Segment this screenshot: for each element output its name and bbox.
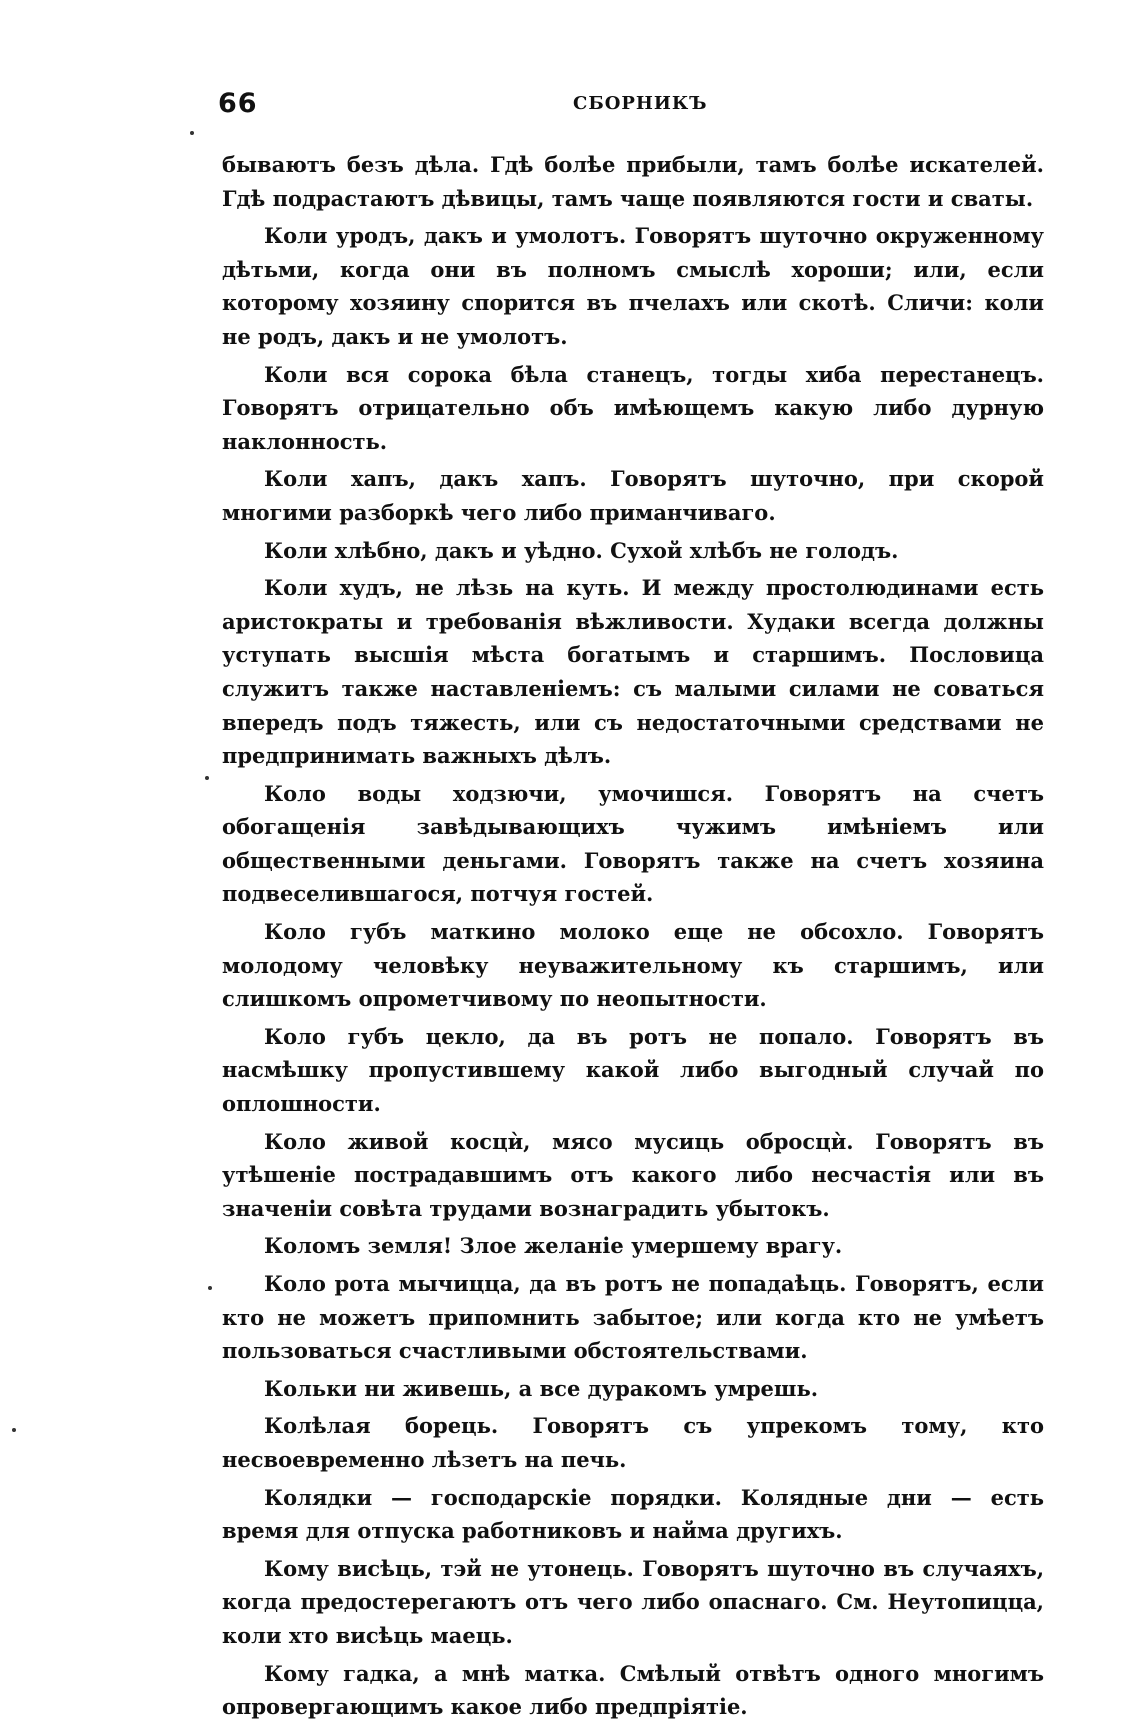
proverb-entry: Коли хапъ, дакъ хапъ. Говорятъ шуточно, при скорой многими разборкѣ чего либо приманчиваго. — [222, 466, 1044, 525]
paper-speck — [190, 131, 194, 135]
paper-speck — [205, 776, 209, 780]
proverb-entry: Коло воды ходзючи, умочишся. Говорятъ на счетъ обогащенія завѣдывающихъ чужимъ имѣніемъ или общественными деньгами. Говорятъ также на счетъ хозяина подвеселившагося, потчуя гостей. — [222, 780, 1044, 907]
paper-speck — [208, 1286, 212, 1290]
page-number: 66 — [218, 88, 258, 119]
running-title: СБОРНИКЪ — [573, 93, 708, 114]
proverb-entry: Коло губъ цекло, да въ ротъ не попало. Говорятъ въ насмѣшку пропустившему какой либо выгодный случай по оплошности. — [222, 1023, 1044, 1117]
proverb-entry: Коли хлѣбно, дакъ и уѣдно. Сухой хлѣбъ не голодъ. — [264, 537, 899, 563]
proverb-entry: Коли уродъ, дакъ и умолотъ. Говорятъ шуточно окруженному дѣтьми, когда они въ полномъ смыслѣ хороши; или, если которому хозяину спорится въ пчелахъ или скотѣ. Сличи: коли не родъ, дакъ и не умолотъ. — [222, 223, 1044, 349]
body-text — [222, 148, 1044, 1728]
page-header — [218, 88, 1042, 122]
proverb-entry: Кому гадка, а мнѣ матка. Смѣлый отвѣтъ одного многимъ опровергающимъ какое либо предпріятіе. — [222, 1660, 1044, 1720]
proverb-entry: Коло губъ маткино молоко еще не обсохло. Говорятъ молодому человѣку неуважительному къ старшимъ, или слишкомъ опрометчивому по неопытности. — [222, 919, 1044, 1012]
proverb-entry: Коло живой косцѝ, мясо мусиць обросцѝ. Говорятъ въ утѣшеніе пострадавшимъ отъ какого либо несчастія или въ значеніи совѣта трудами вознаградить убытокъ. — [222, 1128, 1044, 1221]
proverb-entry: Кому висѣць, тэй не утонець. Говорятъ шуточно въ случаяхъ, когда предостерегаютъ отъ чего либо опаснаго. См. Неутопицца, коли хто висѣць маець. — [222, 1555, 1044, 1648]
proverb-entry: Колядки — господарскіе порядки. Колядные дни — есть время для отпуска работниковъ и найма другихъ. — [222, 1484, 1044, 1544]
paragraph-continuation: бываютъ безъ дѣла. Гдѣ болѣе прибыли, тамъ болѣе искателей. Гдѣ подрастаютъ дѣвицы, тамъ чаще появляются гости и сваты. — [222, 152, 1044, 211]
proverb-entry: Коломъ земля! Злое желаніе умершему врагу. — [264, 1233, 843, 1259]
proverb-entry: Коли худъ, не лѣзь на куть. И между простолюдинами есть аристократы и требованія вѣжливости. Худаки всегда должны уступать высшія мѣста богатымъ и старшимъ. Пословица служитъ также наставленіемъ: съ малыми силами не соваться впередъ подъ тяжесть, или съ недостаточными средствами не предпринимать важныхъ дѣлъ. — [222, 575, 1044, 769]
proverb-entry: Коло рота мычицца, да въ ротъ не попадаѣць. Говорятъ, если кто не можетъ припомнить забытое; или когда кто не умѣетъ пользоваться счастливыми обстоятельствами. — [222, 1271, 1044, 1364]
proverb-entry: Кольки ни живешь, а все дуракомъ умрешь. — [264, 1375, 819, 1401]
proverb-entry: Коли вся сорока бѣла станецъ, тогды хиба перестанецъ. Говорятъ отрицательно объ имѣющемъ какую либо дурную наклонность. — [222, 361, 1044, 454]
proverb-entry: Колѣлая борець. Говорятъ съ упрекомъ тому, кто несвоевременно лѣзетъ на печь. — [222, 1413, 1044, 1472]
paper-speck — [12, 1428, 16, 1432]
